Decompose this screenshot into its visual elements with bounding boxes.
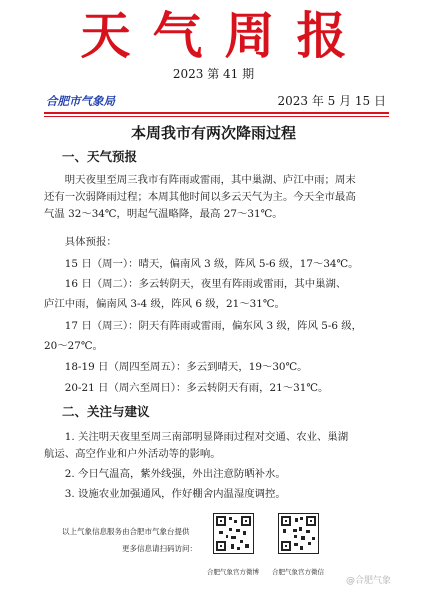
advice-item: 3. 设施农业加强通风，作好棚舍内温湿度调控。 (64, 488, 286, 500)
headline: 本周我市有两次降雨过程 (130, 124, 296, 142)
watermark: @合肥气象 (346, 576, 392, 586)
publish-date: 2023 年 5 月 15 日 (277, 94, 386, 108)
masthead-title: 天气周报 (80, 6, 369, 65)
day-forecast-line: 20～27℃。 (44, 340, 103, 352)
org-name: 合肥市气象局 (46, 94, 115, 108)
forecast-summary-line: 明天夜里至周三我市有阵雨或雷雨，其中巢湖、庐江中雨；周末 (64, 174, 356, 186)
day-forecast-line: 18-19 日（周四至周五）：多云到晴天，19～30℃。 (64, 361, 308, 373)
advice-item: 1. 关注明天夜里至周三南部明显降雨过程对交通、农业、巢湖 (64, 431, 349, 443)
day-forecast-line: 17 日（周三）：阴天有阵雨或雷雨，偏东风 3 级，阵风 5-6 级， (64, 320, 363, 332)
issue-number: 2023 第 41 期 (172, 67, 255, 81)
qr-caption-wechat: 合肥气象官方微信 (272, 568, 324, 576)
day-forecast-line: 15 日（周一）：晴天，偏南风 3 级，阵风 5-6 级，17～34℃。 (64, 258, 359, 270)
day-forecast-line: 庐江中雨，偏南风 3-4 级，阵风 6 级，21～31℃。 (44, 298, 285, 310)
forecast-summary-line: 气温 32～34℃，明起气温略降，最高 27～31℃。 (44, 208, 283, 220)
section-forecast-heading: 一、天气预报 (62, 149, 138, 164)
footer-scan-prompt: 更多信息请扫码访问： (122, 544, 197, 553)
day-forecast-line: 16 日（周二）：多云转阴天，夜里有阵雨或雷雨，其中巢湖、 (64, 278, 347, 290)
org-date-line (46, 92, 386, 110)
day-forecast-line: 20-21 日（周六至周日）：多云转阴天有雨，21～31℃。 (64, 382, 329, 394)
header-rule-thick (44, 112, 389, 114)
detail-label: 具体预报： (64, 236, 117, 248)
forecast-summary-line: 还有一次弱降雨过程；本周其他时间以多云天气为主。今天全市最高 (44, 191, 356, 203)
qr-code-wechat[interactable] (278, 513, 319, 554)
qr-code-weibo[interactable] (213, 513, 254, 554)
footer-credit: 以上气象信息服务由合肥市气象台提供 (62, 527, 190, 536)
qr-caption-weibo: 合肥气象官方微博 (207, 568, 259, 576)
header-rule-thin (44, 116, 389, 117)
advice-item: 航运、高空作业和户外活动等的影响。 (44, 448, 221, 460)
advice-item: 2. 今日气温高，紫外线强，外出注意防晒补水。 (64, 468, 286, 480)
section-advice-heading: 二、关注与建议 (62, 404, 150, 419)
